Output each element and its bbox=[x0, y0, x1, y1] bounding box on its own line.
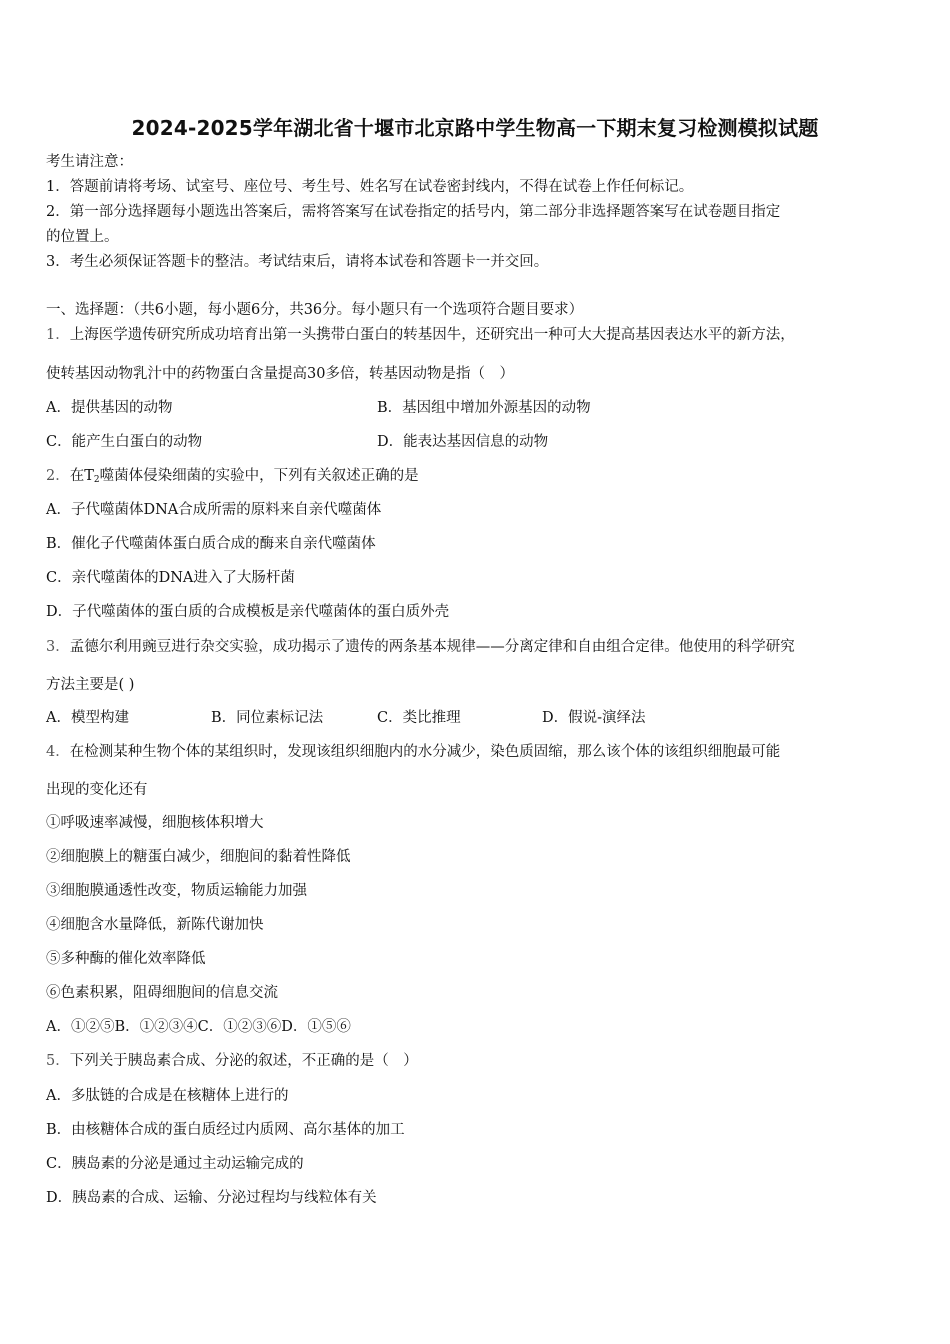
notice-item: 1．答题前请将考场、试室号、座位号、考生号、姓名写在试卷密封线内，不得在试卷上作任何标记。 bbox=[46, 179, 694, 195]
question-number: 2． bbox=[46, 468, 70, 484]
question-5-option-d: D．胰岛素的合成、运输、分泌过程均与线粒体有关 bbox=[46, 1190, 377, 1206]
question-4-item: ①呼吸速率减慢，细胞核体积增大 bbox=[46, 815, 264, 831]
question-1-option-c: C．能产生白蛋白的动物 bbox=[46, 434, 203, 450]
question-2-option-b: B．催化子代噬菌体蛋白质合成的酶来自亲代噬菌体 bbox=[46, 536, 376, 552]
question-3-option-c: C．类比推理 bbox=[377, 710, 461, 726]
question-4-item: ③细胞膜通透性改变，物质运输能力加强 bbox=[46, 883, 307, 899]
question-3-option-d: D．假说-演绎法 bbox=[542, 710, 646, 726]
question-5-option-a: A．多肽链的合成是在核糖体上进行的 bbox=[46, 1088, 289, 1104]
question-text: 孟德尔利用豌豆进行杂交实验，成功揭示了遗传的两条基本规律——分离定律和自由组合定律。他使用的科学研究 bbox=[69, 639, 795, 655]
question-text: 在T bbox=[69, 468, 94, 484]
section-heading: 一、选择题：（共6小题，每小题6分，共36分。每小题只有一个选项符合题目要求） bbox=[46, 302, 584, 318]
notice-item: 2．第一部分选择题每小题选出答案后，需将答案写在试卷指定的括号内，第二部分非选择题答案写在试卷题目指定 bbox=[46, 204, 781, 220]
question-text: 上海医学遗传研究所成功培育出第一头携带白蛋白的转基因牛，还研究出一种可大大提高基因表达水平的新方法， bbox=[69, 327, 795, 343]
question-text: 下列关于胰岛素合成、分泌的叙述，不正确的是（ ） bbox=[69, 1053, 418, 1069]
question-2-option-a: A．子代噬菌体DNA合成所需的原料来自亲代噬菌体 bbox=[46, 502, 382, 518]
notice-item: 3．考生必须保证答题卡的整洁。考试结束后，请将本试卷和答题卡一并交回。 bbox=[46, 254, 549, 270]
question-3-option-a: A．模型构建 bbox=[46, 710, 129, 726]
question-4-item: ④细胞含水量降低，新陈代谢加快 bbox=[46, 917, 264, 933]
question-2-option-d: D．子代噬菌体的蛋白质的合成模板是亲代噬菌体的蛋白质外壳 bbox=[46, 604, 450, 620]
question-number: 4． bbox=[46, 744, 70, 760]
question-3-stem-cont: 方法主要是( ) bbox=[46, 677, 135, 693]
question-4-item: ②细胞膜上的糖蛋白减少，细胞间的黏着性降低 bbox=[46, 849, 351, 865]
question-4-options: A．①②⑤B．①②③④C．①②③⑥D．①⑤⑥ bbox=[46, 1019, 351, 1035]
subscript: 2 bbox=[93, 475, 100, 485]
question-5-option-b: B．由核糖体合成的蛋白质经过内质网、高尔基体的加工 bbox=[46, 1122, 405, 1138]
page-title: 2024-2025学年湖北省十堰市北京路中学生物高一下期末复习检测模拟试题 bbox=[131, 116, 819, 140]
notice-item: 的位置上。 bbox=[46, 229, 119, 245]
question-1-option-b: B．基因组中增加外源基因的动物 bbox=[377, 400, 591, 416]
question-4-stem bbox=[46, 742, 780, 762]
question-text: 噬菌体侵染细菌的实验中，下列有关叙述正确的是 bbox=[99, 468, 419, 484]
question-5-stem bbox=[46, 1051, 418, 1071]
question-text: 在检测某种生物个体的某组织时，发现该组织细胞内的水分减少，染色质固缩，那么该个体的该组织细胞最可能 bbox=[69, 744, 781, 760]
question-1-option-a: A．提供基因的动物 bbox=[46, 400, 173, 416]
notice-heading: 考生请注意： bbox=[46, 154, 133, 170]
question-4-stem-cont: 出现的变化还有 bbox=[46, 782, 148, 798]
question-number: 3． bbox=[46, 639, 70, 655]
question-4-item: ⑤多种酶的催化效率降低 bbox=[46, 951, 206, 967]
question-2-option-c: C．亲代噬菌体的DNA进入了大肠杆菌 bbox=[46, 570, 295, 586]
question-1-stem-cont: 使转基因动物乳汁中的药物蛋白含量提高30多倍，转基因动物是指（ ） bbox=[46, 366, 514, 382]
question-2-stem bbox=[46, 466, 419, 490]
question-number: 5． bbox=[46, 1053, 70, 1069]
question-4-item: ⑥色素积累，阻碍细胞间的信息交流 bbox=[46, 985, 278, 1001]
question-5-option-c: C．胰岛素的分泌是通过主动运输完成的 bbox=[46, 1156, 304, 1172]
question-3-option-b: B．同位素标记法 bbox=[211, 710, 324, 726]
question-number: 1． bbox=[46, 327, 70, 343]
question-1-option-d: D．能表达基因信息的动物 bbox=[377, 434, 549, 450]
question-3-stem bbox=[46, 637, 795, 657]
question-1-stem bbox=[46, 325, 795, 345]
